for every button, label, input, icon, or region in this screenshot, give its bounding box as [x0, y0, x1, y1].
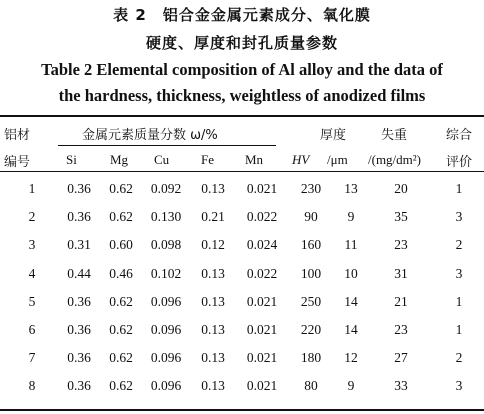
- cell-thickness: 14: [344, 322, 358, 337]
- cell-fe: 0.13: [201, 265, 225, 281]
- cell-hv: 250: [300, 293, 322, 309]
- cell-rating: 3: [455, 378, 463, 394]
- cell-material-no: 7: [28, 350, 36, 366]
- cell-fe: 0.13: [201, 181, 225, 196]
- composition-group-rule: [58, 145, 276, 146]
- cell-weight-loss: 31: [394, 265, 408, 281]
- cell-cu: 0.098: [150, 237, 182, 253]
- cell-mg: 0.60: [109, 237, 133, 253]
- cell-weight-loss: 20: [394, 181, 408, 196]
- cell-hv: 180: [300, 350, 322, 366]
- cell-mn: 0.021: [246, 293, 278, 309]
- cell-fe: 0.12: [201, 237, 225, 253]
- cell-si: 0.36: [67, 181, 91, 196]
- cell-mg: 0.62: [109, 350, 133, 366]
- cell-si: 0.31: [67, 237, 91, 253]
- cell-weight-loss: 23: [394, 322, 408, 337]
- header-bottom-rule: [0, 171, 484, 172]
- cell-weight-loss: 33: [394, 378, 408, 394]
- cell-rating: 1: [455, 293, 463, 309]
- cell-cu: 0.096: [150, 293, 182, 309]
- cell-si: 0.36: [67, 378, 91, 394]
- cell-weight-loss: 23: [394, 237, 408, 253]
- cell-material-no: 4: [28, 265, 36, 281]
- cell-hv: 80: [304, 378, 318, 394]
- header-rating: 综合: [446, 128, 473, 143]
- cell-mg: 0.46: [109, 265, 133, 281]
- cell-hv: 90: [304, 209, 318, 225]
- cell-material-no: 2: [28, 209, 36, 225]
- cell-rating: 1: [455, 322, 463, 337]
- cell-mg: 0.62: [109, 181, 133, 196]
- table-title-en-line1: Table 2 Elemental composition of Al alloy and the data of: [41, 60, 443, 79]
- cell-hv: 100: [300, 265, 322, 281]
- cell-rating: 3: [455, 265, 463, 281]
- cell-thickness: 14: [344, 293, 358, 309]
- header-element-si: Si: [66, 152, 77, 167]
- cell-weight-loss: 21: [394, 293, 408, 309]
- table-title-cn-line1: 表 2 铝合金金属元素成分、氧化膜: [113, 6, 371, 24]
- cell-thickness: 9: [347, 378, 355, 394]
- cell-rating: 3: [455, 209, 463, 225]
- cell-cu: 0.130: [150, 209, 182, 225]
- table-bottom-rule: [0, 409, 484, 411]
- cell-weight-loss: 35: [394, 209, 408, 225]
- cell-fe: 0.13: [201, 322, 225, 337]
- cell-thickness: 9: [347, 209, 355, 225]
- cell-mg: 0.62: [109, 293, 133, 309]
- header-hardness: HV: [292, 152, 310, 167]
- header-material: 铝材: [4, 128, 31, 143]
- cell-cu: 0.092: [150, 181, 182, 196]
- cell-hv: 160: [300, 237, 322, 253]
- cell-fe: 0.13: [201, 293, 225, 309]
- cell-material-no: 3: [28, 237, 36, 253]
- cell-mn: 0.022: [246, 209, 278, 225]
- header-weight-loss-unit: /(mg/dm²): [368, 152, 422, 167]
- header-thickness: 厚度: [320, 128, 347, 143]
- header-element-fe: Fe: [201, 152, 214, 167]
- cell-mn: 0.021: [246, 322, 278, 337]
- cell-mg: 0.62: [109, 209, 133, 225]
- cell-thickness: 12: [344, 350, 358, 366]
- cell-si: 0.36: [67, 322, 91, 337]
- cell-cu: 0.102: [150, 265, 182, 281]
- header-element-mg: Mg: [110, 152, 129, 167]
- cell-cu: 0.096: [150, 350, 182, 366]
- cell-mg: 0.62: [109, 378, 133, 394]
- cell-thickness: 11: [344, 237, 358, 253]
- cell-mn: 0.021: [246, 350, 278, 366]
- cell-si: 0.36: [67, 350, 91, 366]
- cell-mn: 0.024: [246, 237, 278, 253]
- cell-si: 0.36: [67, 293, 91, 309]
- cell-mn: 0.021: [246, 378, 278, 394]
- cell-rating: 2: [455, 350, 463, 366]
- cell-thickness: 10: [344, 265, 358, 281]
- cell-hv: 220: [300, 322, 322, 337]
- cell-fe: 0.13: [201, 378, 225, 394]
- cell-mn: 0.022: [246, 265, 278, 281]
- cell-weight-loss: 27: [394, 350, 408, 366]
- cell-material-no: 5: [28, 293, 36, 309]
- cell-fe: 0.21: [201, 209, 225, 225]
- table-title-cn-line2: 硬度、厚度和封孔质量参数: [145, 34, 338, 52]
- cell-mg: 0.62: [109, 322, 133, 337]
- header-weight-loss: 失重: [381, 128, 408, 143]
- cell-fe: 0.13: [201, 350, 225, 366]
- header-composition-group: 金属元素质量分数 ω/%: [82, 128, 218, 143]
- header-thickness-unit: /μm: [327, 152, 348, 167]
- cell-cu: 0.096: [150, 378, 182, 394]
- table-top-rule: [0, 115, 484, 117]
- header-element-cu: Cu: [154, 152, 170, 167]
- header-rating-label: 评价: [446, 155, 473, 170]
- cell-thickness: 13: [344, 181, 358, 196]
- cell-material-no: 8: [28, 378, 36, 394]
- cell-cu: 0.096: [150, 322, 182, 337]
- cell-rating: 1: [455, 181, 463, 196]
- cell-material-no: 1: [28, 181, 36, 196]
- header-material-number: 编号: [4, 155, 31, 170]
- header-element-mn: Mn: [245, 152, 264, 167]
- table-title-en-line2: the hardness, thickness, weightless of anodized films: [58, 86, 426, 105]
- cell-hv: 230: [300, 181, 322, 196]
- cell-material-no: 6: [28, 322, 36, 337]
- cell-rating: 2: [455, 237, 463, 253]
- cell-mn: 0.021: [246, 181, 278, 196]
- cell-si: 0.44: [67, 265, 91, 281]
- cell-si: 0.36: [67, 209, 91, 225]
